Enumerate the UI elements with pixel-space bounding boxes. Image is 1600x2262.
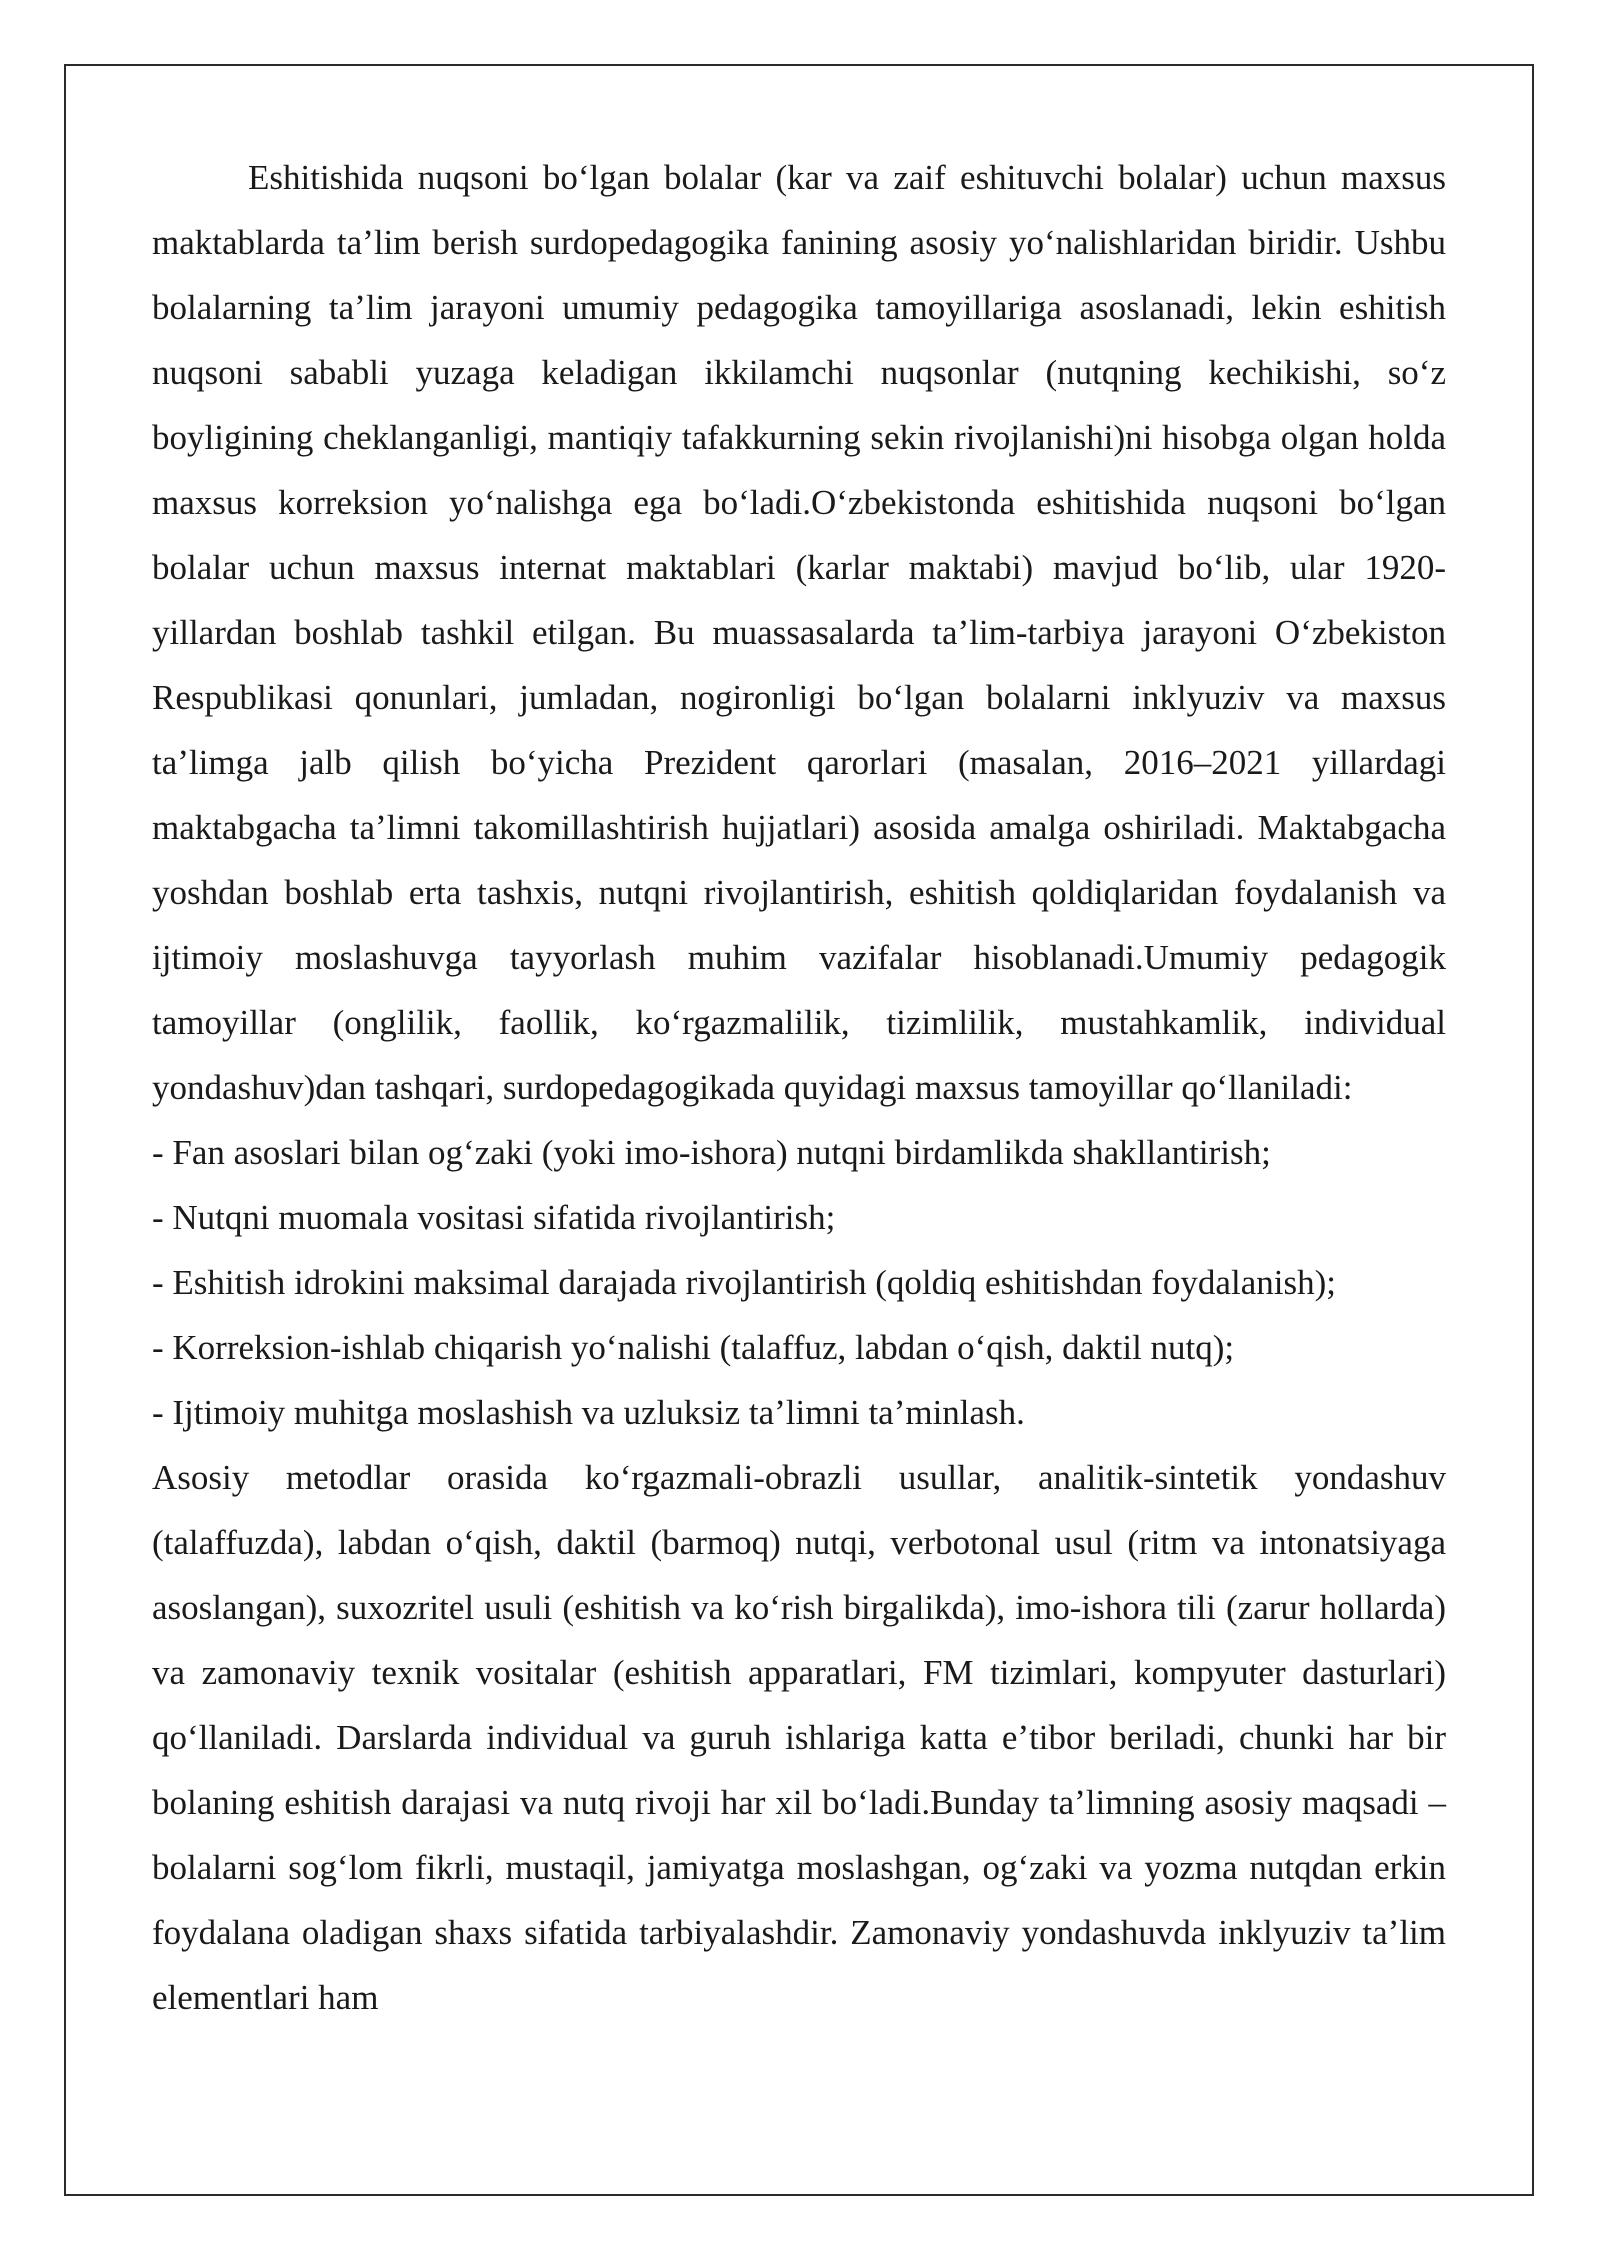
- list-item: - Nutqni muomala vositasi sifatida rivojlantirish;: [152, 1198, 836, 1237]
- paragraph-methods: Asosiy metodlar orasida koʻrgazmali-obrazli usullar, analitik-sintetik yondashuv (talaffuzda), labdan oʻqish, daktil (barmoq) nutqi, verbotonal usul (ritm va intonatsiyaga asoslangan), suxozritel usuli (eshitish va koʻrish birgalikda), imo-ishora tili (zarur hollarda) va zamonaviy texnik vositalar (eshitish apparatlari, FM tizimlari, kompyuter dasturlari) qoʻllaniladi. Darslarda individual va guruh ishlariga katta eʼtibor beriladi, chunki har bir bolaning eshitish darajasi va nutq rivoji har xil boʻladi.Bunday taʼlimning asosiy maqsadi – bolalarni sogʻlom fikrli, mustaqil, jamiyatga moslashgan, ogʻzaki va yozma nutqdan erkin foydalana oladigan shaxs sifatida tarbiyalashdir. Zamonaviy yondashuvda inklyuziv taʼlim elementlari ham: [152, 1458, 1446, 2017]
- list-item: - Fan asoslari bilan ogʻzaki (yoki imo-ishora) nutqni birdamlikda shakllantirish;: [152, 1133, 1271, 1172]
- principles-list: [152, 1120, 1446, 1445]
- list-item: - Eshitish idrokini maksimal darajada rivojlantirish (qoldiq eshitishdan foydalanish);: [152, 1263, 1336, 1302]
- list-item: - Ijtimoiy muhitga moslashish va uzluksiz taʼlimni taʼminlash.: [152, 1393, 1025, 1432]
- paragraph-intro: Eshitishida nuqsoni boʻlgan bolalar (kar va zaif eshituvchi bolalar) uchun maxsus maktablarda taʼlim berish surdopedagogika fanining asosiy yoʻnalishlaridan biridir. Ushbu bolalarning taʼlim jarayoni umumiy pedagogika tamoyillariga asoslanadi, lekin eshitish nuqsoni sababli yuzaga keladigan ikkilamchi nuqsonlar (nutqning kechikishi, soʻz boyligining cheklanganligi, mantiqiy tafakkurning sekin rivojlanishi)ni hisobga olgan holda maxsus korreksion yoʻnalishga ega boʻladi.Oʻzbekistonda eshitishida nuqsoni boʻlgan bolalar uchun maxsus internat maktablari (karlar maktabi) mavjud boʻlib, ular 1920-yillardan boshlab tashkil etilgan. Bu muassasalarda taʼlim-tarbiya jarayoni Oʻzbekiston Respublikasi qonunlari, jumladan, nogironligi boʻlgan bolalarni inklyuziv va maxsus taʼlimga jalb qilish boʻyicha Prezident qarorlari (masalan, 2016–2021 yillardagi maktabgacha taʼlimni takomillashtirish hujjatlari) asosida amalga oshiriladi. Maktabgacha yoshdan boshlab erta tashxis, nutqni rivojlantirish, eshitish qoldiqlaridan foydalanish va ijtimoiy moslashuvga tayyorlash muhim vazifalar hisoblanadi.Umumiy pedagogik tamoyillar (onglilik, faollik, koʻrgazmalilik, tizimlilik, mustahkamlik, individual yondashuv)dan tashqari, surdopedagogikada quyidagi maxsus tamoyillar qoʻllaniladi:: [152, 158, 1446, 1107]
- list-item: - Korreksion-ishlab chiqarish yoʻnalishi (talaffuz, labdan oʻqish, daktil nutq);: [152, 1328, 1235, 1367]
- document-body: [152, 145, 1446, 2030]
